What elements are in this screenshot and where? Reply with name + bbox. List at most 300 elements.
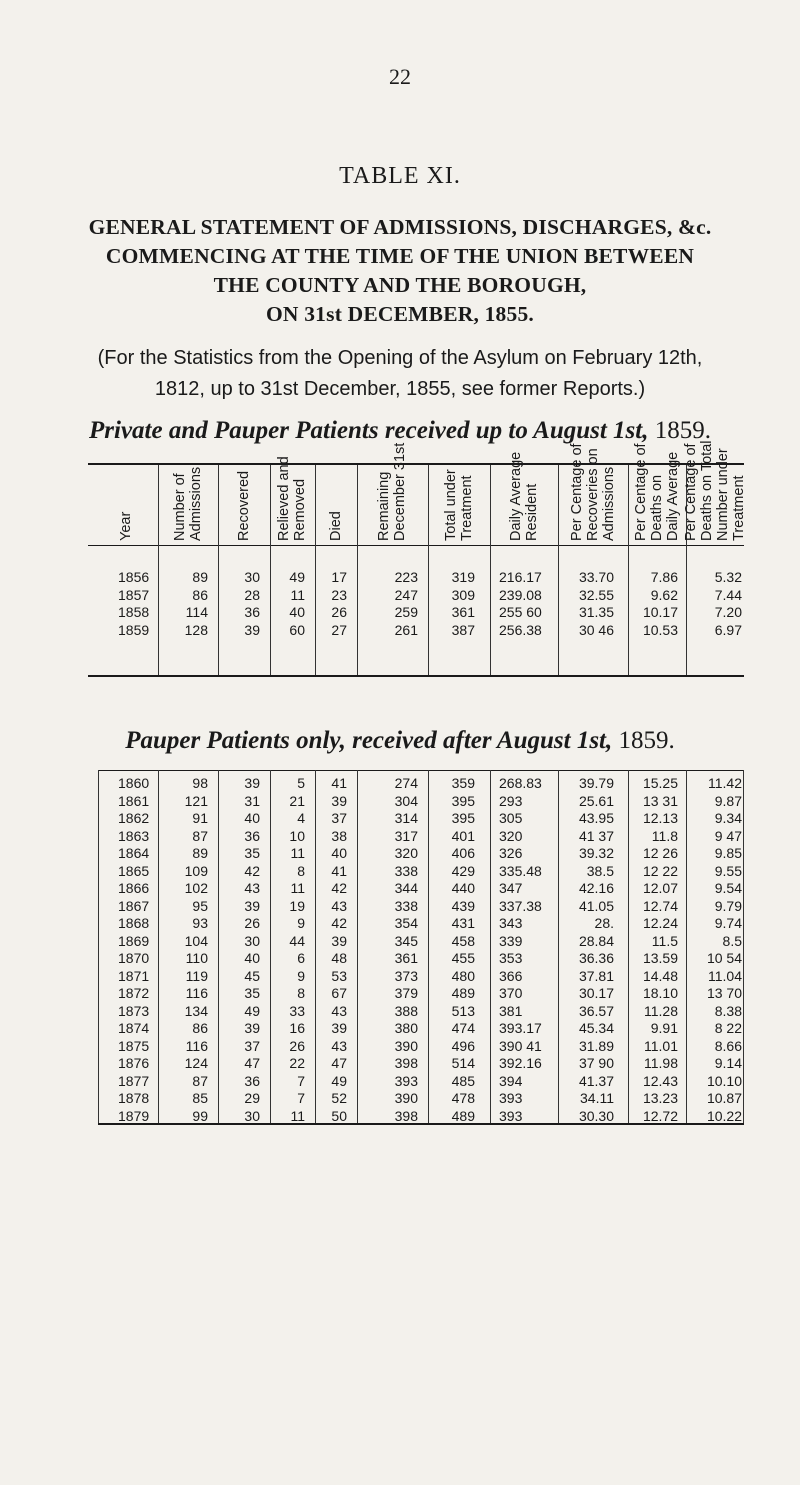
cell-pct-deaths-total: 5.32 [714, 569, 742, 585]
cell-pct-deaths-total: 8.5 [722, 932, 742, 949]
cell-remaining: 398 [394, 1107, 418, 1124]
cell-remaining: 344 [394, 880, 418, 896]
cell-remaining: 345 [394, 932, 418, 949]
cell-remaining: 390 [394, 1090, 418, 1106]
cell-remaining: 259 [394, 604, 418, 620]
cell-year: 1874 [118, 1020, 150, 1036]
column-header-line: Per Centage of [569, 443, 585, 541]
cell-relieved: 11 [290, 880, 305, 896]
cell-pct-deaths-total: 9.54 [714, 880, 742, 896]
cell-pct-deaths-total: 9.14 [714, 1055, 742, 1071]
cell-total: 395 [451, 810, 475, 826]
cell-pct-deaths-total: 9.74 [714, 915, 742, 931]
cell-pct-recov: 39.79 [578, 775, 614, 791]
cell-recovered: 36 [244, 827, 260, 844]
cell-pct-recov: 37 90 [578, 1055, 614, 1071]
column-header-line: Admissions [601, 466, 617, 541]
cell-year: 1867 [118, 897, 150, 914]
cell-died: 43 [331, 1002, 347, 1019]
cell-relieved: 6 [297, 950, 305, 966]
cell-total: 359 [451, 775, 475, 791]
cell-pct-recov: 25.61 [578, 792, 614, 809]
cell-total: 319 [451, 569, 475, 585]
cell-recovered: 39 [244, 1020, 260, 1036]
column-header-line: Relieved and [276, 456, 292, 541]
column-divider [218, 465, 219, 675]
column-divider [628, 770, 629, 1123]
cell-admissions: 95 [192, 897, 208, 914]
cell-average: 366 [499, 967, 523, 984]
column-header-year [118, 512, 134, 541]
cell-recovered: 47 [244, 1055, 260, 1071]
cell-died: 23 [331, 586, 347, 603]
cell-died: 26 [331, 604, 347, 620]
cell-remaining: 373 [394, 967, 418, 984]
cell-total: 439 [451, 897, 475, 914]
cell-average: 337.38 [499, 897, 542, 914]
bottom-rule-2 [98, 1123, 744, 1125]
cell-remaining: 247 [394, 586, 418, 603]
cell-pct-recov: 30 46 [578, 621, 614, 638]
cell-admissions: 124 [184, 1055, 208, 1071]
cell-average: 255 60 [499, 604, 542, 620]
column-divider [686, 770, 687, 1123]
cell-admissions: 104 [184, 932, 208, 949]
cell-pct-recov: 36.57 [578, 1002, 614, 1019]
cell-recovered: 40 [244, 810, 260, 826]
cell-pct-deaths-avg: 12.72 [642, 1107, 678, 1124]
cell-total: 480 [451, 967, 475, 984]
cell-died: 50 [331, 1107, 347, 1124]
cell-died: 40 [331, 845, 347, 861]
cell-died: 42 [331, 915, 347, 931]
cell-recovered: 45 [244, 967, 260, 984]
cell-remaining: 320 [394, 845, 418, 861]
cell-recovered: 42 [244, 862, 260, 879]
heading-line: COMMENCING AT THE TIME OF THE UNION BETWEEN [105, 244, 695, 268]
column-header-total [443, 469, 475, 541]
cell-year: 1866 [118, 880, 150, 896]
cell-recovered: 36 [244, 604, 260, 620]
cell-total: 485 [451, 1072, 475, 1089]
column-header-line: Deaths on [649, 474, 665, 541]
cell-total: 489 [451, 985, 475, 1001]
cell-average: 339 [499, 932, 523, 949]
table-left-edge [98, 770, 99, 1123]
cell-pct-recov: 30.30 [578, 1107, 614, 1124]
cell-pct-deaths-total: 11.04 [708, 967, 742, 984]
column-header-line: Recovered [236, 470, 252, 541]
column-header-line: Total under [443, 469, 459, 541]
cell-relieved: 60 [289, 621, 305, 638]
cell-year: 1870 [118, 950, 150, 966]
cell-remaining: 393 [394, 1072, 418, 1089]
cell-died: 43 [331, 897, 347, 914]
cell-year: 1861 [118, 792, 150, 809]
cell-recovered: 39 [244, 775, 260, 791]
cell-pct-recov: 39.32 [578, 845, 614, 861]
cell-remaining: 223 [394, 569, 418, 585]
column-divider [490, 465, 491, 675]
column-header-line: Treatment [731, 475, 747, 541]
column-divider [490, 770, 491, 1123]
cell-total: 440 [451, 880, 475, 896]
cell-remaining: 274 [394, 775, 418, 791]
cell-pct-deaths-total: 6.97 [714, 621, 742, 638]
cell-died: 67 [331, 985, 347, 1001]
cell-year: 1865 [118, 862, 150, 879]
cell-average: 256.38 [499, 621, 542, 638]
cell-pct-deaths-total: 10.10 [706, 1072, 742, 1089]
heading-line: THE COUNTY AND THE BOROUGH, [213, 273, 587, 297]
column-header-average [508, 452, 540, 541]
cell-admissions: 128 [184, 621, 208, 638]
cell-total: 387 [451, 621, 475, 638]
cell-admissions: 89 [192, 569, 208, 585]
heading-line: GENERAL STATEMENT OF ADMISSIONS, DISCHARGES, &c. [88, 215, 712, 239]
column-divider [315, 770, 316, 1123]
column-header-line: Number under [715, 448, 731, 541]
column-header-line: Treatment [459, 475, 475, 541]
cell-died: 49 [331, 1072, 347, 1089]
cell-pct-deaths-total: 10.87 [706, 1090, 742, 1106]
section-title-text: Pauper Patients only, received after August 1st, [125, 727, 613, 754]
column-header-line: Year [118, 511, 134, 541]
cell-pct-deaths-avg: 13.59 [642, 950, 678, 966]
cell-year: 1868 [118, 915, 150, 931]
cell-admissions: 87 [192, 1072, 208, 1089]
cell-died: 48 [331, 950, 347, 966]
cell-recovered: 31 [244, 792, 260, 809]
cell-total: 309 [451, 586, 475, 603]
cell-pct-deaths-avg: 11.98 [644, 1055, 678, 1071]
column-header-pct-deaths-total [683, 441, 747, 542]
column-divider [558, 465, 559, 675]
section-title-text: Private and Pauper Patients received up to August 1st, [89, 417, 649, 444]
cell-year: 1873 [118, 1002, 150, 1019]
column-header-line: December 31st [392, 442, 408, 541]
cell-year: 1864 [118, 845, 150, 861]
cell-relieved: 11 [290, 586, 305, 603]
page-number: 22 [389, 64, 411, 89]
cell-average: 390 41 [499, 1037, 542, 1054]
cell-admissions: 89 [192, 845, 208, 861]
cell-average: 239.08 [499, 586, 542, 603]
cell-recovered: 36 [244, 1072, 260, 1089]
column-divider [158, 770, 159, 1123]
cell-year: 1862 [118, 810, 150, 826]
cell-year: 1871 [118, 967, 150, 984]
cell-relieved: 4 [297, 810, 305, 826]
cell-remaining: 361 [394, 950, 418, 966]
cell-admissions: 110 [185, 950, 208, 966]
cell-remaining: 317 [394, 827, 418, 844]
cell-admissions: 116 [185, 985, 208, 1001]
column-divider [315, 465, 316, 675]
cell-admissions: 91 [192, 810, 208, 826]
cell-total: 458 [451, 932, 475, 949]
cell-pct-recov: 31.35 [578, 604, 614, 620]
cell-admissions: 98 [192, 775, 208, 791]
cell-relieved: 8 [297, 985, 305, 1001]
cell-admissions: 121 [184, 792, 208, 809]
cell-average: 343 [499, 915, 523, 931]
cell-recovered: 37 [244, 1037, 260, 1054]
cell-total: 406 [451, 845, 475, 861]
cell-pct-recov: 28.84 [578, 932, 614, 949]
column-divider [270, 770, 271, 1123]
cell-admissions: 86 [192, 586, 208, 603]
cell-pct-recov: 43.95 [578, 810, 614, 826]
cell-recovered: 35 [244, 985, 260, 1001]
cell-average: 268.83 [499, 775, 542, 791]
column-header-line: Resident [524, 483, 540, 541]
top-rule-2 [98, 770, 744, 771]
cell-year: 1859 [118, 621, 150, 638]
cell-recovered: 30 [244, 1107, 260, 1124]
cell-pct-recov: 33.70 [578, 569, 614, 585]
cell-died: 53 [331, 967, 347, 984]
cell-pct-deaths-avg: 12.07 [642, 880, 678, 896]
cell-remaining: 398 [394, 1055, 418, 1071]
cell-pct-deaths-avg: 12 26 [642, 845, 678, 861]
cell-relieved: 26 [289, 1037, 305, 1054]
cell-recovered: 49 [244, 1002, 260, 1019]
cell-pct-recov: 42.16 [578, 880, 614, 896]
section-title-year: 1859. [618, 727, 675, 754]
cell-year: 1877 [118, 1072, 150, 1089]
cell-pct-deaths-total: 9.34 [714, 810, 742, 826]
cell-remaining: 261 [394, 621, 418, 638]
cell-pct-deaths-avg: 10.53 [642, 621, 678, 638]
column-header-line: Daily Average [665, 451, 681, 541]
cell-pct-deaths-total: 9.87 [714, 792, 742, 809]
column-header-line: Daily Average [508, 451, 524, 541]
cell-pct-deaths-avg: 12.24 [642, 915, 678, 931]
column-header-line: Remaining [376, 471, 392, 541]
cell-total: 496 [451, 1037, 475, 1054]
cell-pct-deaths-total: 9.85 [714, 845, 742, 861]
cell-total: 401 [451, 827, 475, 844]
cell-pct-recov: 28. [594, 915, 614, 931]
cell-pct-recov: 37.81 [578, 967, 614, 984]
cell-recovered: 28 [244, 586, 260, 603]
column-divider [357, 770, 358, 1123]
cell-died: 47 [331, 1055, 347, 1071]
cell-remaining: 379 [394, 985, 418, 1001]
cell-recovered: 43 [244, 880, 260, 896]
cell-pct-recov: 41.37 [578, 1072, 614, 1089]
cell-pct-deaths-avg: 11.01 [644, 1037, 678, 1054]
cell-average: 347 [499, 880, 523, 896]
cell-pct-deaths-total: 7.44 [714, 586, 742, 603]
column-divider [158, 465, 159, 675]
cell-pct-deaths-avg: 9.62 [650, 586, 678, 603]
cell-total: 455 [451, 950, 475, 966]
section-title-year: 1859. [654, 417, 711, 444]
cell-year: 1869 [118, 932, 150, 949]
column-header-line: Removed [292, 478, 308, 541]
cell-average: 392.16 [499, 1055, 542, 1071]
cell-relieved: 7 [297, 1072, 305, 1089]
cell-pct-deaths-total: 8 22 [714, 1020, 742, 1036]
cell-year: 1860 [118, 775, 150, 791]
cell-died: 37 [331, 810, 347, 826]
column-header-died [328, 511, 344, 541]
note-line: (For the Statistics from the Opening of the Asylum on February 12th, [97, 347, 703, 369]
cell-remaining: 314 [394, 810, 418, 826]
cell-pct-deaths-avg: 11.5 [651, 932, 678, 949]
cell-admissions: 109 [184, 862, 208, 879]
cell-died: 41 [331, 862, 347, 879]
cell-year: 1857 [118, 586, 150, 603]
cell-pct-deaths-avg: 10.17 [642, 604, 678, 620]
cell-died: 42 [331, 880, 347, 896]
cell-died: 39 [331, 1020, 347, 1036]
cell-pct-deaths-avg: 11.28 [644, 1002, 678, 1019]
column-header-line: Per Centage of [683, 443, 699, 541]
cell-recovered: 30 [244, 569, 260, 585]
cell-died: 52 [331, 1090, 347, 1106]
table-title: TABLE XI. [339, 163, 461, 189]
cell-pct-deaths-avg: 12.74 [642, 897, 678, 914]
column-header-line: Per Centage of [633, 443, 649, 541]
cell-pct-deaths-total: 9.55 [714, 862, 742, 879]
cell-recovered: 26 [244, 915, 260, 931]
column-header-line: Died [328, 511, 344, 541]
column-header-line: Deaths on Total [699, 440, 715, 541]
column-header-remaining [376, 443, 408, 541]
cell-pct-deaths-total: 8.38 [714, 1002, 742, 1019]
column-divider [428, 465, 429, 675]
cell-year: 1856 [118, 569, 150, 585]
cell-relieved: 11 [290, 845, 305, 861]
cell-pct-deaths-total: 13 70 [706, 985, 742, 1001]
cell-average: 393.17 [499, 1020, 542, 1036]
cell-recovered: 39 [244, 621, 260, 638]
cell-died: 39 [331, 932, 347, 949]
cell-pct-deaths-avg: 15.25 [642, 775, 678, 791]
cell-pct-recov: 41.05 [578, 897, 614, 914]
cell-died: 27 [331, 621, 347, 638]
cell-relieved: 49 [289, 569, 305, 585]
cell-relieved: 33 [289, 1002, 305, 1019]
cell-remaining: 338 [394, 897, 418, 914]
cell-admissions: 99 [192, 1107, 208, 1124]
cell-pct-deaths-avg: 7.86 [650, 569, 678, 585]
cell-remaining: 380 [394, 1020, 418, 1036]
cell-relieved: 21 [289, 792, 305, 809]
column-divider [428, 770, 429, 1123]
note-line: 1812, up to 31st December, 1855, see former Reports.) [154, 378, 646, 400]
cell-total: 395 [451, 792, 475, 809]
cell-pct-deaths-total: 11.42 [708, 775, 742, 791]
cell-admissions: 85 [192, 1090, 208, 1106]
heading-line: ON 31st DECEMBER, 1855. [266, 302, 534, 326]
cell-relieved: 40 [289, 604, 305, 620]
table-right-edge [743, 770, 744, 1123]
cell-admissions: 119 [185, 967, 208, 984]
cell-year: 1858 [118, 604, 150, 620]
cell-admissions: 87 [192, 827, 208, 844]
cell-admissions: 114 [185, 604, 208, 620]
cell-pct-recov: 34.11 [580, 1090, 614, 1106]
cell-relieved: 11 [290, 1107, 305, 1124]
cell-average: 335.48 [499, 862, 542, 879]
cell-average: 370 [499, 985, 523, 1001]
cell-remaining: 354 [394, 915, 418, 931]
column-divider [558, 770, 559, 1123]
cell-total: 489 [451, 1107, 475, 1124]
column-header-admissions [172, 467, 204, 541]
cell-remaining: 390 [394, 1037, 418, 1054]
cell-died: 41 [331, 775, 347, 791]
cell-relieved: 19 [289, 897, 305, 914]
cell-pct-deaths-avg: 12.43 [642, 1072, 678, 1089]
cell-average: 305 [499, 810, 523, 826]
cell-pct-recov: 38.5 [586, 862, 614, 879]
cell-remaining: 338 [394, 862, 418, 879]
column-header-relieved [276, 456, 308, 541]
cell-year: 1876 [118, 1055, 150, 1071]
cell-total: 478 [451, 1090, 475, 1106]
column-header-recovered [236, 471, 252, 541]
cell-pct-deaths-avg: 13.23 [642, 1090, 678, 1106]
cell-total: 431 [451, 915, 475, 931]
cell-average: 393 [499, 1090, 523, 1106]
cell-relieved: 7 [297, 1090, 305, 1106]
cell-relieved: 10 [289, 827, 305, 844]
cell-relieved: 9 [297, 915, 305, 931]
cell-pct-deaths-avg: 12 22 [642, 862, 678, 879]
cell-average: 216.17 [499, 569, 542, 585]
column-divider [218, 770, 219, 1123]
cell-total: 361 [451, 604, 475, 620]
cell-pct-deaths-total: 7.20 [714, 604, 742, 620]
cell-pct-recov: 32.55 [578, 586, 614, 603]
cell-relieved: 44 [289, 932, 305, 949]
cell-year: 1875 [118, 1037, 150, 1054]
cell-recovered: 30 [244, 932, 260, 949]
column-divider [357, 465, 358, 675]
cell-admissions: 134 [184, 1002, 208, 1019]
cell-average: 381 [499, 1002, 523, 1019]
cell-total: 514 [451, 1055, 475, 1071]
cell-pct-recov: 30.17 [578, 985, 614, 1001]
column-divider [270, 465, 271, 675]
column-header-line: Number of [172, 473, 188, 541]
cell-pct-deaths-total: 9.79 [714, 897, 742, 914]
cell-pct-deaths-total: 10 54 [706, 950, 742, 966]
column-header-pct-deaths-avg [633, 443, 681, 541]
column-divider [628, 465, 629, 675]
cell-pct-recov: 41 37 [578, 827, 614, 844]
cell-average: 393 [499, 1107, 523, 1124]
cell-recovered: 40 [244, 950, 260, 966]
cell-pct-deaths-avg: 14.48 [642, 967, 678, 984]
cell-year: 1872 [118, 985, 150, 1001]
cell-year: 1863 [118, 827, 150, 844]
column-header-line: Admissions [188, 466, 204, 541]
cell-year: 1878 [118, 1090, 150, 1106]
cell-year: 1879 [118, 1107, 150, 1124]
cell-admissions: 93 [192, 915, 208, 931]
cell-died: 38 [331, 827, 347, 844]
cell-died: 39 [331, 792, 347, 809]
cell-average: 320 [499, 827, 523, 844]
column-header-line: Recoveries on [585, 448, 601, 541]
cell-recovered: 35 [244, 845, 260, 861]
